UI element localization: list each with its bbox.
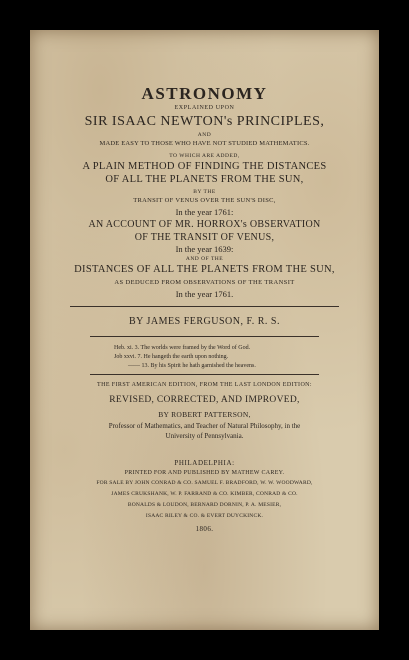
divider-rule <box>90 336 319 337</box>
publication-date: 1806. <box>195 525 214 533</box>
explained-upon-text: EXPLAINED UPON <box>174 105 235 111</box>
quote-line: —— 13. By his Spirit he hath garnished the heavens. <box>128 363 256 369</box>
principles-line: SIR ISAAC NEWTON's PRINCIPLES, <box>84 114 325 129</box>
transit-venus-line: TRANSIT OF VENUS OVER THE SUN'S DISC, <box>133 197 276 204</box>
account-line-1: AN ACCOUNT OF MR. HORROX's OBSERVATION <box>88 219 321 230</box>
deduced-line: AS DEDUCED FROM OBSERVATIONS OF THE TRANSIT <box>114 279 295 286</box>
by-the-text: BY THE <box>193 189 216 195</box>
professor-line-1: Professor of Mathematics, and Teacher of Natural Philosophy, in the <box>108 422 301 430</box>
edition-line: THE FIRST AMERICAN EDITION, FROM THE LAST LONDON EDITION: <box>97 382 312 388</box>
scripture-quotes <box>114 344 256 371</box>
and-text: AND <box>197 132 212 138</box>
and-of-the-text: AND OF THE <box>185 256 224 262</box>
plain-method-line-1: A PLAIN METHOD OF FINDING THE DISTANCES <box>82 161 327 172</box>
author-line: BY JAMES FERGUSON, F. R. S. <box>129 316 280 327</box>
title-page <box>30 30 379 630</box>
divider-rule <box>90 374 319 375</box>
year-1761-first: In the year 1761: <box>175 207 234 217</box>
plain-method-line-2: OF ALL THE PLANETS FROM THE SUN, <box>105 174 304 185</box>
revised-line: REVISED, CORRECTED, AND IMPROVED, <box>109 395 300 405</box>
book-title: ASTRONOMY <box>141 84 268 103</box>
sellers-line-3: BONALDS & LOUDON, BERNARD DORNIN, P. A. MESIER, <box>127 502 282 508</box>
account-line-2: OF THE TRANSIT OF VENUS, <box>134 232 275 243</box>
made-easy-line: MADE EASY TO THOSE WHO HAVE NOT STUDIED MATHEMATICS. <box>99 140 310 147</box>
divider-rule <box>70 306 339 307</box>
distances-line: DISTANCES OF ALL THE PLANETS FROM THE SUN, <box>74 264 335 275</box>
sellers-line-4: ISAAC RILEY & CO. & EVERT DUYCKINCK. <box>145 513 264 519</box>
printer-line: PRINTED FOR AND PUBLISHED BY MATHEW CAREY. <box>124 470 285 476</box>
year-1761-second: In the year 1761. <box>175 289 234 299</box>
editor-line: BY ROBERT PATTERSON, <box>158 410 251 419</box>
professor-line-2: University of Pennsylvania. <box>165 432 244 440</box>
imprint-city: PHILADELPHIA: <box>174 459 235 467</box>
quote-line: Heb. xi. 3. The worlds were framed by the Word of God. <box>114 345 251 351</box>
sellers-line-1: FOR SALE BY JOHN CONRAD & CO. SAMUEL F. BRADFORD, W. W. WOODWARD, <box>96 480 313 486</box>
year-1639: In the year 1639: <box>175 244 234 254</box>
quote-line: Job xxvi. 7. He hangeth the earth upon nothing. <box>114 354 229 360</box>
which-added-text: TO WHICH ARE ADDED, <box>169 153 240 159</box>
sellers-line-2: JAMES CRUKSHANK, W. P. FARRAND & CO. KIMBER, CONRAD & CO. <box>111 491 298 497</box>
